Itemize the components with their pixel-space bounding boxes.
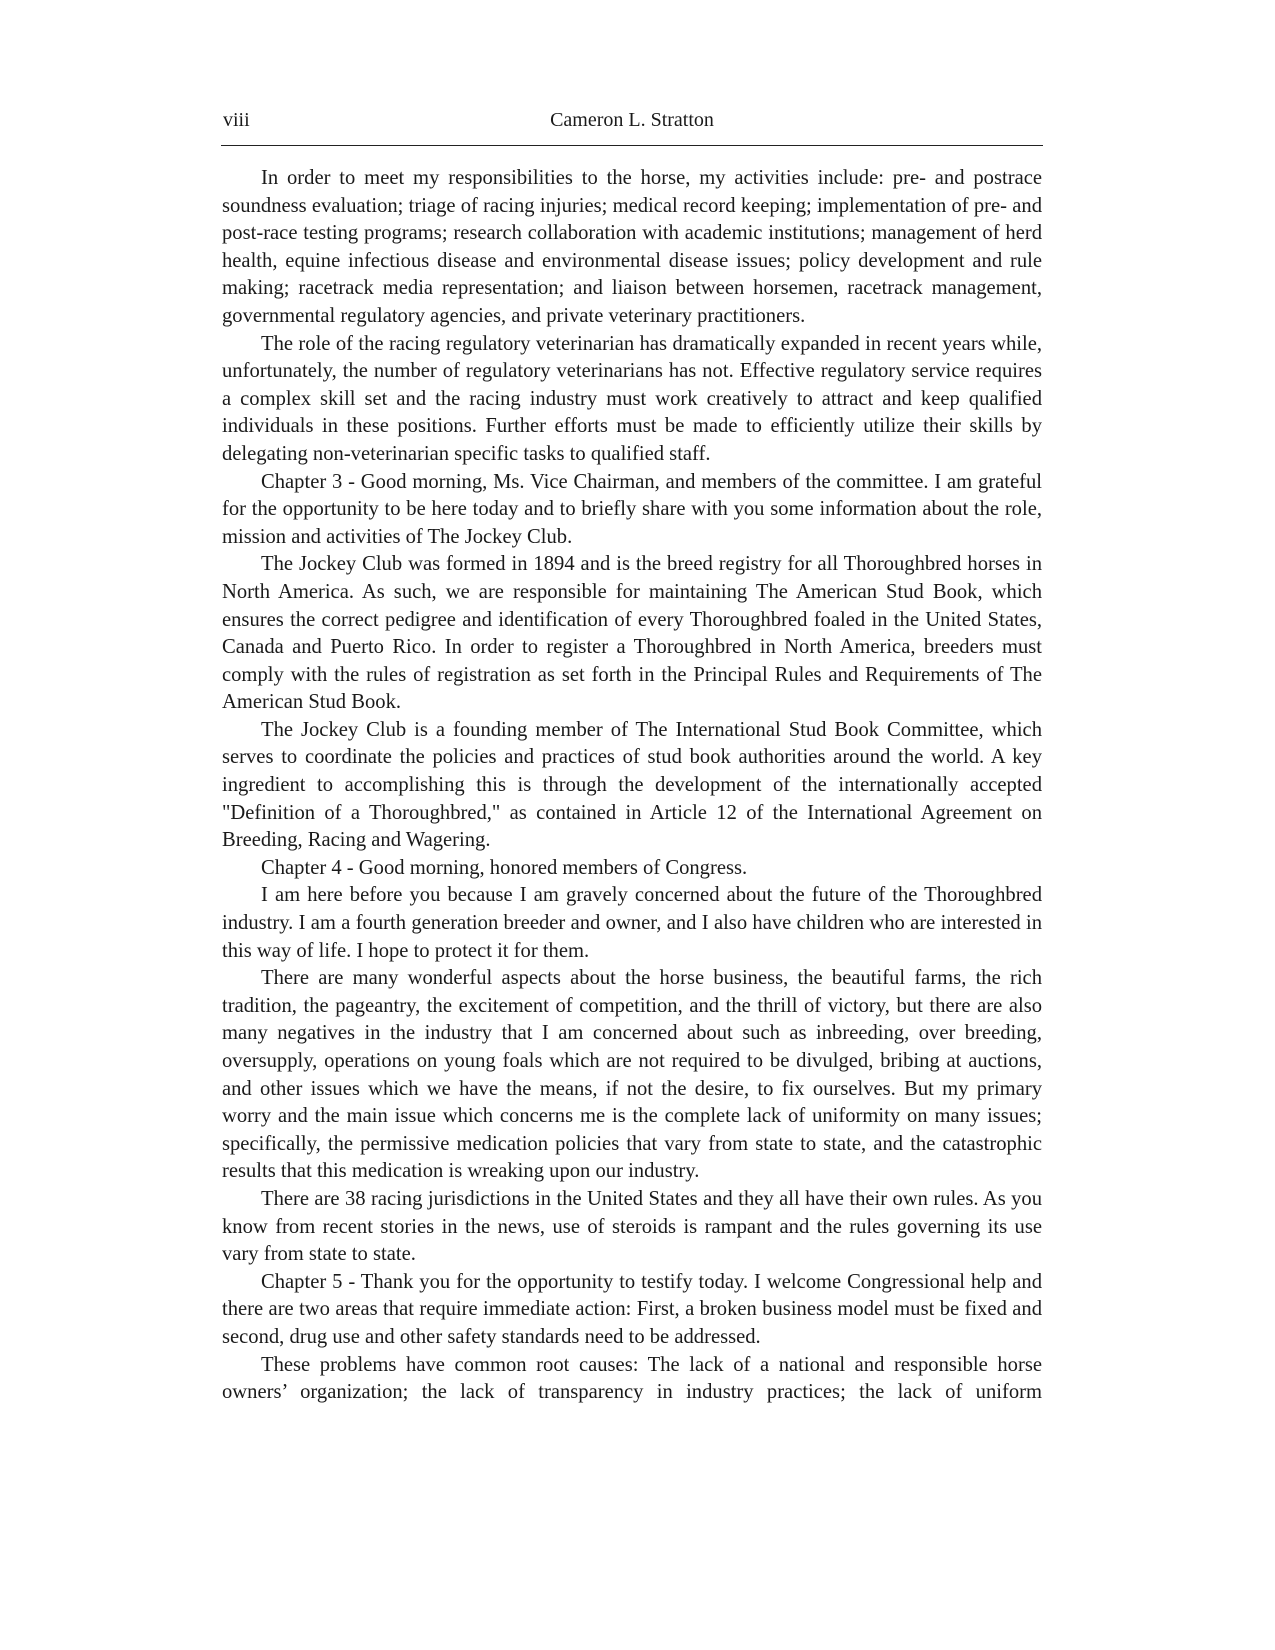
paragraph: Chapter 5 - Thank you for the opportunity to testify today. I welcome Congressional help and there are two areas that require immediate action: First, a broken business model must be fixed and second, drug use and other safety standards need to be addressed. bbox=[222, 1270, 1042, 1348]
paragraph: The role of the racing regulatory veterinarian has dramatically expanded in recent years while, unfortunately, the number of regulatory veterinarians has not. Effective regulatory service requires a complex skill set and the racing industry must work creatively to attract and keep qualified individuals in these positions. Further efforts must be made to efficiently utilize their skills by delegating non-veterinarian specific tasks to qualified staff. bbox=[222, 332, 1042, 465]
page-number: viii bbox=[223, 109, 250, 131]
body-text bbox=[222, 165, 1042, 1407]
paragraph: There are 38 racing jurisdictions in the United States and they all have their own rules. As you know from recent stories in the news, use of steroids is rampant and the rules governing its use vary from state to state. bbox=[222, 1187, 1042, 1266]
paragraph: There are many wonderful aspects about the horse business, the beautiful farms, the rich tradition, the pageantry, the excitement of competition, and the thrill of victory, but there are also many negatives in the industry that I am concerned about such as inbreeding, over breeding, oversupply, operations on young foals which are not required to be divulged, bribing at auctions, and other issues which we have the means, if not the desire, to fix ourselves. But my primary worry and the main issue which concerns me is the complete lack of uniformity on many issues; specifically, the permissive medication policies that vary from state to state, and the catastrophic results that this medication is wreaking upon our industry. bbox=[222, 967, 1042, 1183]
paragraph: The Jockey Club is a founding member of The International Stud Book Committee, which serves to coordinate the policies and practices of stud book authorities around the world. A key ingredient to accomplishing this is through the development of the internationally accepted "Definition of a Thoroughbred," as contained in Article 12 of the International Agreement on Breeding, Racing and Wagering. bbox=[222, 718, 1042, 852]
page-header bbox=[221, 105, 1043, 146]
paragraph: Chapter 3 - Good morning, Ms. Vice Chairman, and members of the committee. I am grateful for the opportunity to be here today and to briefly share with you some information about the role, mission and activities of The Jockey Club. bbox=[222, 470, 1042, 548]
paragraph: The Jockey Club was formed in 1894 and is the breed registry for all Thoroughbred horses in North America. As such, we are responsible for maintaining The American Stud Book, which ensures the correct pedigree and identification of every Thoroughbred foaled in the United States, Canada and Puerto Rico. In order to register a Thoroughbred in North America, breeders must comply with the rules of registration as set forth in the Principal Rules and Requirements of The American Stud Book. bbox=[222, 553, 1042, 714]
paragraph: These problems have common root causes: The lack of a national and responsible horse owners’ organization; the lack of transparency in industry practices; the lack of uniform bbox=[222, 1353, 1042, 1404]
paragraph: In order to meet my responsibilities to the horse, my activities include: pre- and postrace soundness evaluation; triage of racing injuries; medical record keeping; implementation of pre- and post-race testing programs; research collaboration with academic institutions; management of herd health, equine infectious disease and environmental disease issues; policy development and rule making; racetrack media representation; and liaison between horsemen, racetrack management, governmental regulatory agencies, and private veterinary practitioners. bbox=[222, 167, 1042, 327]
paragraph: I am here before you because I am gravely concerned about the future of the Thoroughbred industry. I am a fourth generation breeder and owner, and I also have children who are interested in this way of life. I hope to protect it for them. bbox=[222, 884, 1042, 962]
paragraph: Chapter 4 - Good morning, honored members of Congress. bbox=[261, 856, 748, 879]
running-head: Cameron L. Stratton bbox=[550, 109, 714, 131]
